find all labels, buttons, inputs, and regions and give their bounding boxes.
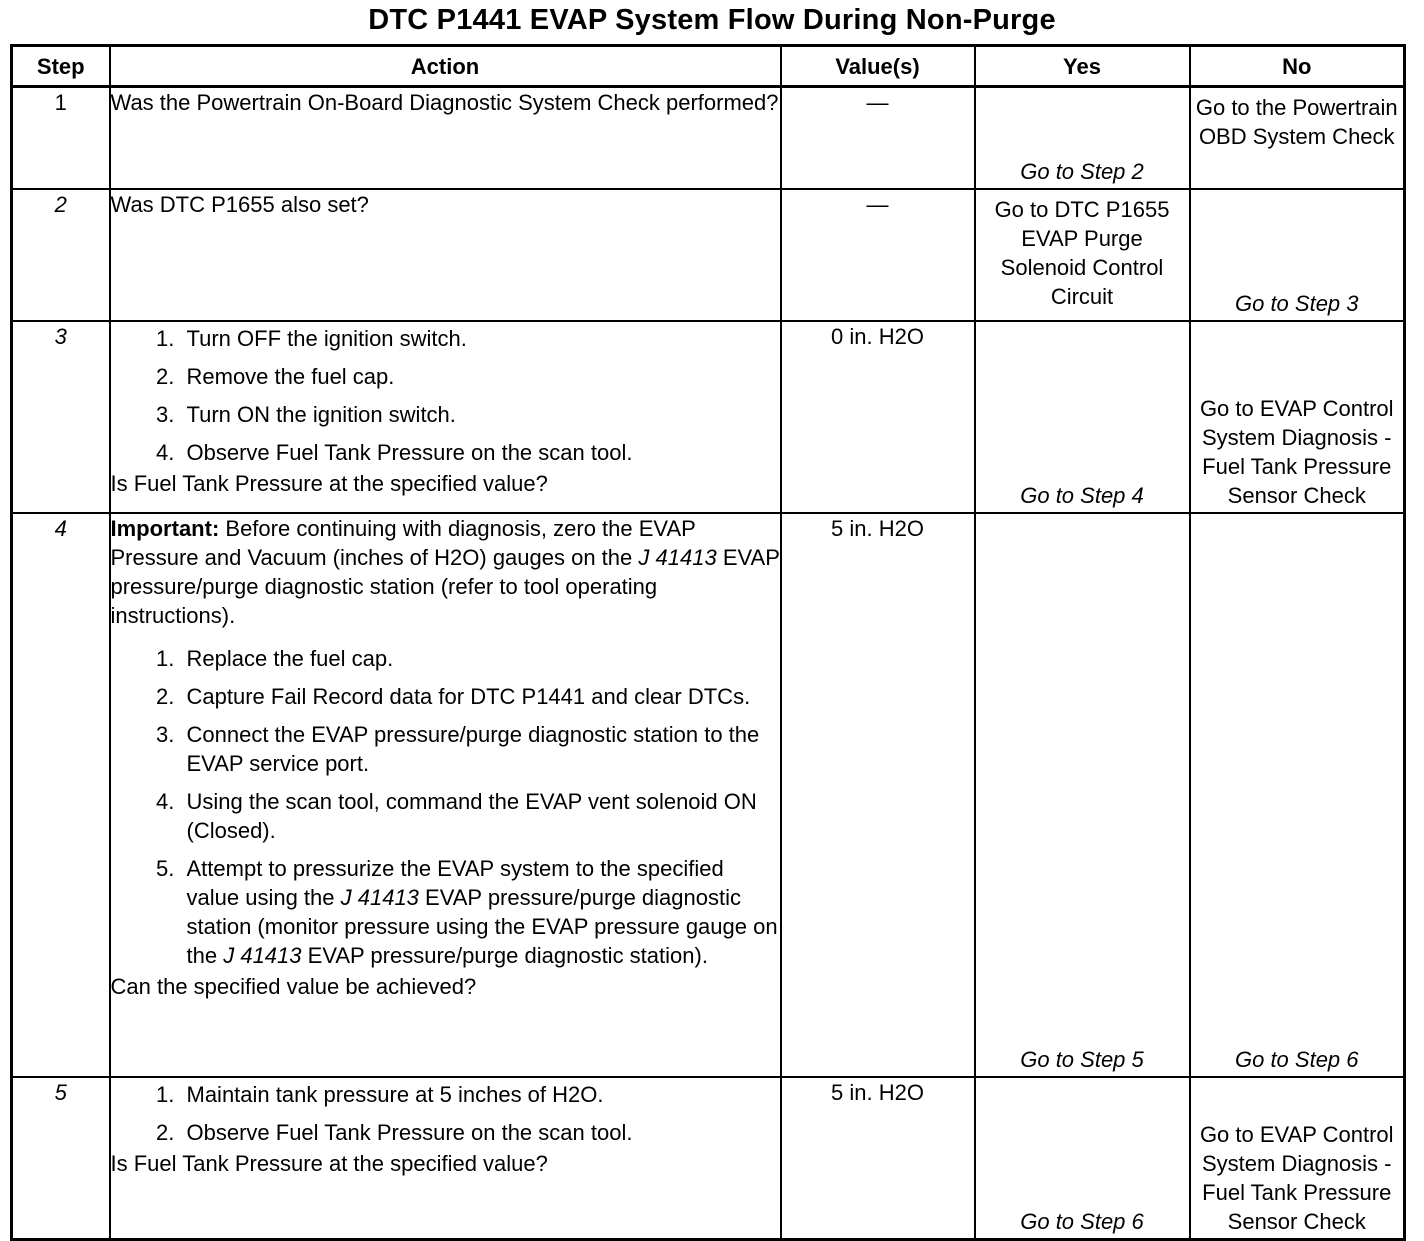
action-cell: [110, 321, 781, 513]
list-item: 2. Remove the fuel cap.: [181, 362, 780, 391]
list-item: 4. Observe Fuel Tank Pressure on the scan tool.: [181, 438, 780, 467]
step-text: Attempt to pressurize the EVAP system to the specified value using the: [186, 856, 724, 910]
list-item: 3. Turn ON the ignition switch.: [181, 400, 780, 429]
yes-goto: Go to Step 4: [1020, 483, 1144, 508]
no-goto: Go to EVAP Control System Diagnosis - Fuel Tank Pressure Sensor Check: [1199, 396, 1394, 508]
yes-goto: Go to Step 5: [1020, 1047, 1144, 1072]
procedure-list: [111, 324, 780, 467]
action-question: Is Fuel Tank Pressure at the specified value?: [110, 1151, 548, 1176]
value-cell: 5 in. H2O: [781, 1077, 975, 1240]
table-row: [12, 321, 1405, 513]
no-goto: Go to Step 6: [1234, 1047, 1359, 1072]
diagnostic-table: [10, 44, 1406, 1241]
action-cell: [110, 189, 781, 321]
no-cell: [1190, 321, 1405, 513]
yes-goto: Go to Step 6: [1020, 1209, 1144, 1234]
list-item: 1. Turn OFF the ignition switch.: [181, 324, 780, 353]
action-cell: [110, 513, 781, 1077]
step-text: EVAP pressure/purge diagnostic station).: [307, 943, 708, 968]
step-number: 4: [12, 513, 110, 1077]
list-item: 1. Replace the fuel cap.: [181, 644, 780, 673]
step-number: 1: [12, 87, 110, 190]
value-cell: —: [781, 189, 975, 321]
procedure-list: [111, 644, 780, 970]
important-label: Important:: [110, 516, 220, 541]
important-note: [111, 514, 780, 630]
table-row: [12, 87, 1405, 190]
no-cell: [1190, 1077, 1405, 1240]
action-question: Is Fuel Tank Pressure at the specified value?: [110, 471, 548, 496]
page-title: DTC P1441 EVAP System Flow During Non-Purge: [368, 4, 1056, 36]
no-goto: Go to the Powertrain OBD System Check: [1195, 95, 1398, 149]
action-text: Was the Powertrain On-Board Diagnostic System Check performed?: [110, 90, 779, 115]
yes-cell: [975, 87, 1190, 190]
step-number: 3: [12, 321, 110, 513]
yes-goto: Go to Step 2: [1020, 159, 1144, 184]
no-cell: [1190, 513, 1405, 1077]
list-item: [181, 854, 780, 970]
no-cell: [1190, 87, 1405, 190]
yes-cell: [975, 189, 1190, 321]
header-step: Step: [12, 46, 110, 87]
step-text: EVAP pressure/purge diagnostic station (monitor pressure using the EVAP pressure gauge on the: [186, 885, 778, 968]
no-goto: Go to Step 3: [1234, 291, 1359, 316]
yes-cell: [975, 513, 1190, 1077]
procedure-list: [111, 1080, 780, 1147]
yes-cell: [975, 1077, 1190, 1240]
header-no: No: [1190, 46, 1405, 87]
no-goto: Go to EVAP Control System Diagnosis - Fuel Tank Pressure Sensor Check: [1199, 1122, 1394, 1234]
tool-name: J 41413: [340, 885, 419, 910]
important-text: Before continuing with diagnosis, zero the EVAP Pressure and Vacuum (inches of H2O) gauges on the: [110, 516, 696, 570]
header-action: Action: [110, 46, 781, 87]
value-cell: 0 in. H2O: [781, 321, 975, 513]
table-row: [12, 189, 1405, 321]
list-item: 2. Observe Fuel Tank Pressure on the scan tool.: [181, 1118, 780, 1147]
action-cell: [110, 87, 781, 190]
action-text: Was DTC P1655 also set?: [110, 192, 369, 217]
yes-cell: [975, 321, 1190, 513]
value-cell: —: [781, 87, 975, 190]
tool-name: J 41413: [223, 943, 302, 968]
table-row: [12, 513, 1405, 1077]
tool-name: J 41413: [638, 545, 717, 570]
list-item: 2. Capture Fail Record data for DTC P1441 and clear DTCs.: [181, 682, 780, 711]
action-cell: [110, 1077, 781, 1240]
action-question: Can the specified value be achieved?: [110, 974, 477, 999]
list-item: 1. Maintain tank pressure at 5 inches of H2O.: [181, 1080, 780, 1109]
table-row: [12, 1077, 1405, 1240]
yes-goto: Go to DTC P1655 EVAP Purge Solenoid Control Circuit: [994, 197, 1170, 309]
header-values: Value(s): [781, 46, 975, 87]
step-number: 5: [12, 1077, 110, 1240]
no-cell: [1190, 189, 1405, 321]
list-item: 3. Connect the EVAP pressure/purge diagnostic station to the EVAP service port.: [181, 720, 780, 778]
header-yes: Yes: [975, 46, 1190, 87]
value-cell: 5 in. H2O: [781, 513, 975, 1077]
step-number: 2: [12, 189, 110, 321]
header-row: [12, 46, 1405, 87]
important-text: EVAP pressure/purge diagnostic station (refer to tool operating instructions).: [110, 545, 780, 628]
list-item: 4. Using the scan tool, command the EVAP vent solenoid ON (Closed).: [181, 787, 780, 845]
